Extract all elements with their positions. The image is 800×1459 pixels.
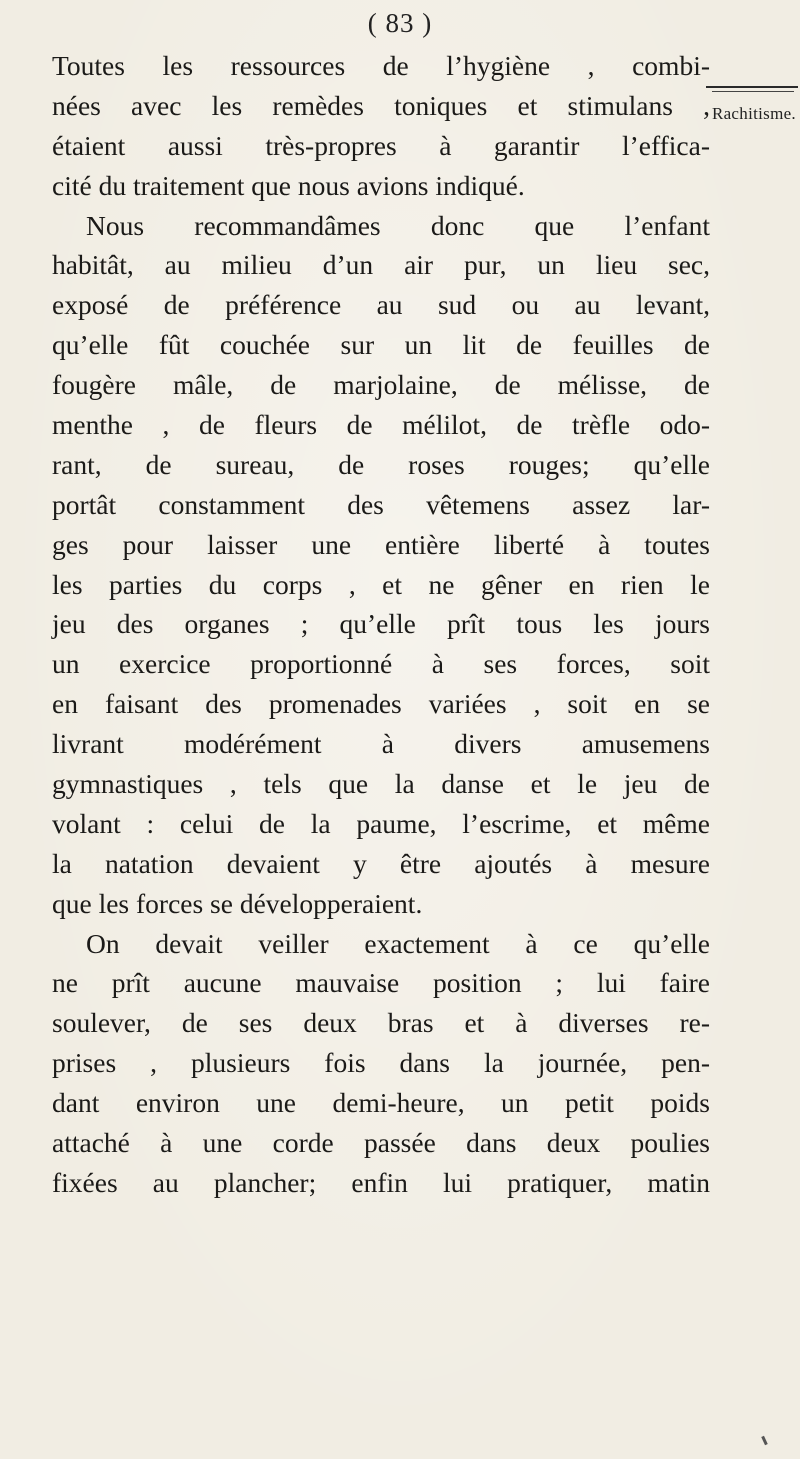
text-line: étaient aussi très-propres à garantir l’effica- xyxy=(52,129,710,161)
text-line: volant : celui de la paume, l’escrime, et même xyxy=(52,807,710,839)
text-line: gymnastiques , tels que la danse et le jeu de xyxy=(52,768,710,800)
text-line: les parties du corps , et ne gêner en rien le xyxy=(52,568,710,600)
text-line: livrant modérément à divers amusemens xyxy=(52,728,710,760)
margin-rule xyxy=(706,86,798,88)
text-line: cité du traitement que nous avions indiqué. xyxy=(52,169,525,201)
text-line: fougère mâle, de marjolaine, de mélisse, de xyxy=(52,369,710,401)
text-line: dant environ une demi-heure, un petit poids xyxy=(52,1087,710,1119)
text-line: Nous recommandâmes donc que l’enfant xyxy=(86,209,710,241)
text-line: attaché à une corde passée dans deux poulies xyxy=(52,1127,710,1159)
text-line: exposé de préférence au sud ou au levant, xyxy=(52,289,710,321)
text-line: portât constamment des vêtemens assez lar- xyxy=(52,488,710,520)
text-line: prises , plusieurs fois dans la journée, pen- xyxy=(52,1047,710,1079)
text-line: jeu des organes ; qu’elle prît tous les jours xyxy=(52,608,710,640)
paper-mark xyxy=(761,1436,768,1445)
text-line: menthe , de fleurs de mélilot, de trèfle odo- xyxy=(52,409,710,441)
text-line: qu’elle fût couchée sur un lit de feuilles de xyxy=(52,329,710,361)
text-line: rant, de sureau, de roses rouges; qu’elle xyxy=(52,448,710,480)
text-line: ges pour laisser une entière liberté à toutes xyxy=(52,528,710,560)
text-line: habitât, au milieu d’un air pur, un lieu sec, xyxy=(52,249,710,281)
text-line: On devait veiller exactement à ce qu’elle xyxy=(86,927,710,959)
text-line: nées avec les remèdes toniques et stimulans , xyxy=(52,89,710,121)
page-number: ( 83 ) xyxy=(367,8,433,38)
text-line: en faisant des promenades variées , soit en se xyxy=(52,688,710,720)
text-line: un exercice proportionné à ses forces, soit xyxy=(52,648,710,680)
text-line: Toutes les ressources de l’hygiène , combi- xyxy=(52,50,710,81)
body-text xyxy=(52,46,710,1203)
text-line: ne prît aucune mauvaise position ; lui faire xyxy=(52,967,710,999)
text-line: que les forces se développeraient. xyxy=(52,887,423,919)
margin-note: Rachitisme. xyxy=(711,104,796,123)
text-line: soulever, de ses deux bras et à diverses re- xyxy=(52,1007,710,1039)
text-line: fixées au plancher; enfin lui pratiquer, matin xyxy=(52,1166,710,1198)
text-line: la natation devaient y être ajoutés à mesure xyxy=(52,847,710,879)
